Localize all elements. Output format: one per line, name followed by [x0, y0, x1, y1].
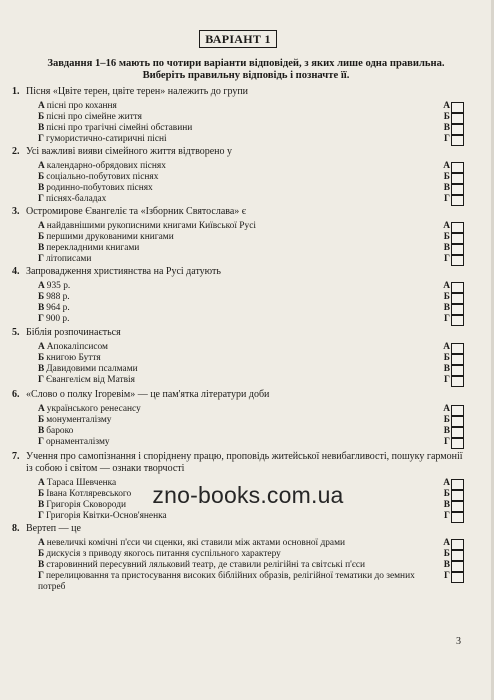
- answer-option: [18, 172, 464, 183]
- answer-option: [18, 134, 464, 145]
- option-letter: В: [38, 303, 45, 313]
- option-letter: А: [38, 538, 45, 548]
- option-letter: А: [38, 404, 45, 414]
- box-letter: А: [443, 342, 450, 352]
- answer-option: [18, 292, 464, 303]
- box-letter: В: [443, 123, 450, 133]
- option-text: орнаменталізму: [45, 437, 110, 447]
- answer-option: [18, 375, 464, 386]
- option-text: 964 р.: [46, 303, 70, 313]
- option-text: соціально-побутових піснях: [46, 172, 159, 182]
- option-letter: Б: [38, 112, 45, 122]
- option-text: українського ренесансу: [46, 404, 141, 414]
- option-letter: В: [38, 560, 45, 570]
- box-letter: Г: [444, 254, 450, 264]
- option-text: Григорія Сковороди: [46, 500, 127, 510]
- question-number: 2.: [12, 146, 20, 157]
- option-text: календарно-обрядових піснях: [46, 161, 166, 171]
- question-header: [12, 523, 464, 535]
- answer-checkbox[interactable]: [451, 376, 464, 387]
- question-2: [12, 146, 464, 205]
- question-4: [12, 266, 464, 325]
- option-letter: А: [38, 281, 45, 291]
- answer-option: [18, 571, 464, 593]
- option-letter: Г: [38, 511, 44, 521]
- box-letter: А: [443, 101, 450, 111]
- box-letter: А: [443, 281, 450, 291]
- answer-option: [18, 549, 464, 560]
- box-letter: А: [443, 404, 450, 414]
- option-text: Апокаліпсисом: [46, 342, 108, 352]
- option-text: перелицювання та пристосування високих біблійних образів, релігійної тематики до земних потреб: [38, 571, 415, 592]
- option-letter: Б: [38, 292, 45, 302]
- answer-option: [18, 404, 464, 415]
- option-letter: А: [38, 101, 45, 111]
- option-text: книгою Буття: [46, 353, 101, 363]
- answer-option: [18, 364, 464, 375]
- box-letter: Г: [444, 194, 450, 204]
- box-letter: Б: [443, 549, 450, 559]
- answer-checkbox[interactable]: [451, 572, 464, 583]
- option-text: піснях-баладах: [45, 194, 107, 204]
- answer-checkbox[interactable]: [451, 255, 464, 266]
- box-letter: Б: [443, 489, 450, 499]
- answer-checkbox[interactable]: [451, 135, 464, 146]
- box-letter: А: [443, 538, 450, 548]
- answer-checkbox[interactable]: [451, 512, 464, 523]
- option-letter: Б: [38, 415, 45, 425]
- question-8: [12, 523, 464, 593]
- answer-option: [18, 353, 464, 364]
- option-letter: В: [38, 364, 45, 374]
- box-letter: В: [443, 560, 450, 570]
- question-text: Запровадження християнства на Русі датують: [26, 266, 221, 277]
- box-letter: Б: [443, 292, 450, 302]
- box-letter: Б: [443, 112, 450, 122]
- answer-option: [18, 281, 464, 292]
- question-header: [12, 146, 464, 158]
- answer-option: [18, 183, 464, 194]
- option-text: перекладними книгами: [46, 243, 140, 253]
- answer-option: [18, 415, 464, 426]
- option-letter: В: [38, 243, 45, 253]
- option-text: пісні про трагічні сімейні обставини: [46, 123, 193, 133]
- answer-option: [18, 560, 464, 571]
- option-text: 988 р.: [46, 292, 70, 302]
- question-number: 6.: [12, 389, 20, 400]
- option-letter: Г: [38, 134, 44, 144]
- answer-option: [18, 538, 464, 549]
- answer-option: [18, 243, 464, 254]
- box-letter: В: [443, 500, 450, 510]
- option-letter: В: [38, 123, 45, 133]
- answer-option: [18, 254, 464, 265]
- box-letter: Г: [444, 571, 450, 581]
- question-6: [12, 389, 464, 448]
- option-letter: В: [38, 426, 45, 436]
- box-letter: Б: [443, 232, 450, 242]
- question-text: «Слово о полку Ігоревім» — це пам'ятка літератури доби: [26, 389, 270, 400]
- option-text: Давидовими псалмами: [46, 364, 138, 374]
- option-letter: Г: [38, 314, 44, 324]
- question-text: Пісня «Цвіте терен, цвіте терен» належить до групи: [26, 86, 249, 97]
- option-text: Івана Котляревського: [46, 489, 132, 499]
- question-text: Вертеп — це: [26, 523, 81, 534]
- box-letter: В: [443, 426, 450, 436]
- box-letter: Б: [443, 415, 450, 425]
- box-letter: А: [443, 478, 450, 488]
- box-letter: Г: [444, 437, 450, 447]
- box-letter: В: [443, 243, 450, 253]
- option-text: першими друкованими книгами: [46, 232, 174, 242]
- option-text: 935 р.: [46, 281, 71, 291]
- box-letter: Б: [443, 353, 450, 363]
- option-letter: Б: [38, 353, 45, 363]
- question-1: [12, 86, 464, 145]
- question-number: 3.: [12, 206, 20, 217]
- question-number: 4.: [12, 266, 20, 277]
- option-text: монументалізму: [46, 415, 112, 425]
- question-header: [12, 266, 464, 278]
- question-text: Біблія розпочинається: [26, 327, 121, 338]
- option-text: Євангелієм від Матвія: [45, 375, 135, 385]
- answer-option: [18, 303, 464, 314]
- instructions-line-1: Завдання 1–16 мають по чотири варіанти відповідей, з яких лише одна правильна.: [47, 58, 445, 69]
- option-text: невеличкі комічні п'єси чи сценки, які ставили між актами основної драми: [46, 538, 346, 548]
- answer-option: [18, 221, 464, 232]
- variant-title: ВАРІАНТ 1: [199, 30, 277, 48]
- option-letter: Г: [38, 437, 44, 447]
- option-letter: А: [38, 161, 45, 171]
- answer-option: [18, 112, 464, 123]
- answer-option: [18, 342, 464, 353]
- option-letter: Г: [38, 254, 44, 264]
- question-number: 5.: [12, 327, 20, 338]
- option-letter: Б: [38, 549, 45, 559]
- question-3: [12, 206, 464, 265]
- box-letter: В: [443, 364, 450, 374]
- option-text: дискусія з приводу якогось питання суспільного характеру: [46, 549, 281, 559]
- box-letter: Б: [443, 172, 450, 182]
- answer-checkbox[interactable]: [451, 438, 464, 449]
- option-text: бароко: [46, 426, 74, 436]
- option-text: Григорія Квітки-Основ'яненка: [45, 511, 167, 521]
- question-header: [12, 389, 464, 401]
- answer-option: [18, 314, 464, 325]
- option-letter: А: [38, 478, 45, 488]
- answer-option: [18, 437, 464, 448]
- box-letter: В: [443, 303, 450, 313]
- box-letter: А: [443, 221, 450, 231]
- question-header: [12, 86, 464, 98]
- option-text: пісні про кохання: [46, 101, 117, 111]
- question-number: 8.: [12, 523, 20, 534]
- option-text: родинно-побутових піснях: [46, 183, 153, 193]
- box-letter: Г: [444, 314, 450, 324]
- question-text: Остромирове Євангеліє та «Ізборник Святослава» є: [26, 206, 247, 217]
- question-text: Учення про самопізнання і споріднену працю, проповідь житейської невибагливості, пошуку гармонії із собою і світом — ознаки творчості: [26, 451, 463, 474]
- option-letter: Б: [38, 172, 45, 182]
- option-text: гумористично-сатиричні пісні: [45, 134, 167, 144]
- option-text: 900 р.: [45, 314, 70, 324]
- option-letter: Г: [38, 571, 44, 581]
- answer-option: [18, 101, 464, 112]
- question-header: [12, 206, 464, 218]
- box-letter: Г: [444, 511, 450, 521]
- answer-checkbox[interactable]: [451, 315, 464, 326]
- answer-option: [18, 194, 464, 205]
- answer-checkbox[interactable]: [451, 195, 464, 206]
- box-letter: Г: [444, 134, 450, 144]
- question-text: Усі важливі вияви сімейного життя відтворено у: [26, 146, 233, 157]
- question-header: [12, 451, 464, 475]
- option-text: найдавнішими рукописними книгами Київської Русі: [46, 221, 256, 231]
- question-number: 1.: [12, 86, 20, 97]
- option-text: літописами: [45, 254, 92, 264]
- page-number: 3: [456, 636, 461, 647]
- option-letter: Г: [38, 194, 44, 204]
- question-5: [12, 327, 464, 386]
- option-letter: Г: [38, 375, 44, 385]
- question-number: 7.: [12, 451, 20, 462]
- box-letter: Г: [444, 375, 450, 385]
- option-letter: В: [38, 500, 45, 510]
- option-text: старовинний пересувний ляльковий театр, де ставили релігійні та світські п'єси: [46, 560, 366, 570]
- answer-option: [18, 426, 464, 437]
- answer-option: [18, 123, 464, 134]
- option-letter: А: [38, 221, 45, 231]
- answer-option: [18, 232, 464, 243]
- question-header: [12, 327, 464, 339]
- option-text: Тараса Шевченка: [46, 478, 117, 488]
- option-letter: Б: [38, 232, 45, 242]
- box-letter: В: [443, 183, 450, 193]
- answer-option: [18, 511, 464, 522]
- option-letter: В: [38, 183, 45, 193]
- watermark: zno-books.com.ua: [152, 482, 344, 508]
- box-letter: А: [443, 161, 450, 171]
- answer-option: [18, 161, 464, 172]
- option-letter: А: [38, 342, 45, 352]
- instructions-line-2: Виберіть правильну відповідь і позначте її.: [142, 70, 350, 81]
- option-text: пісні про сімейне життя: [46, 112, 142, 122]
- option-letter: Б: [38, 489, 45, 499]
